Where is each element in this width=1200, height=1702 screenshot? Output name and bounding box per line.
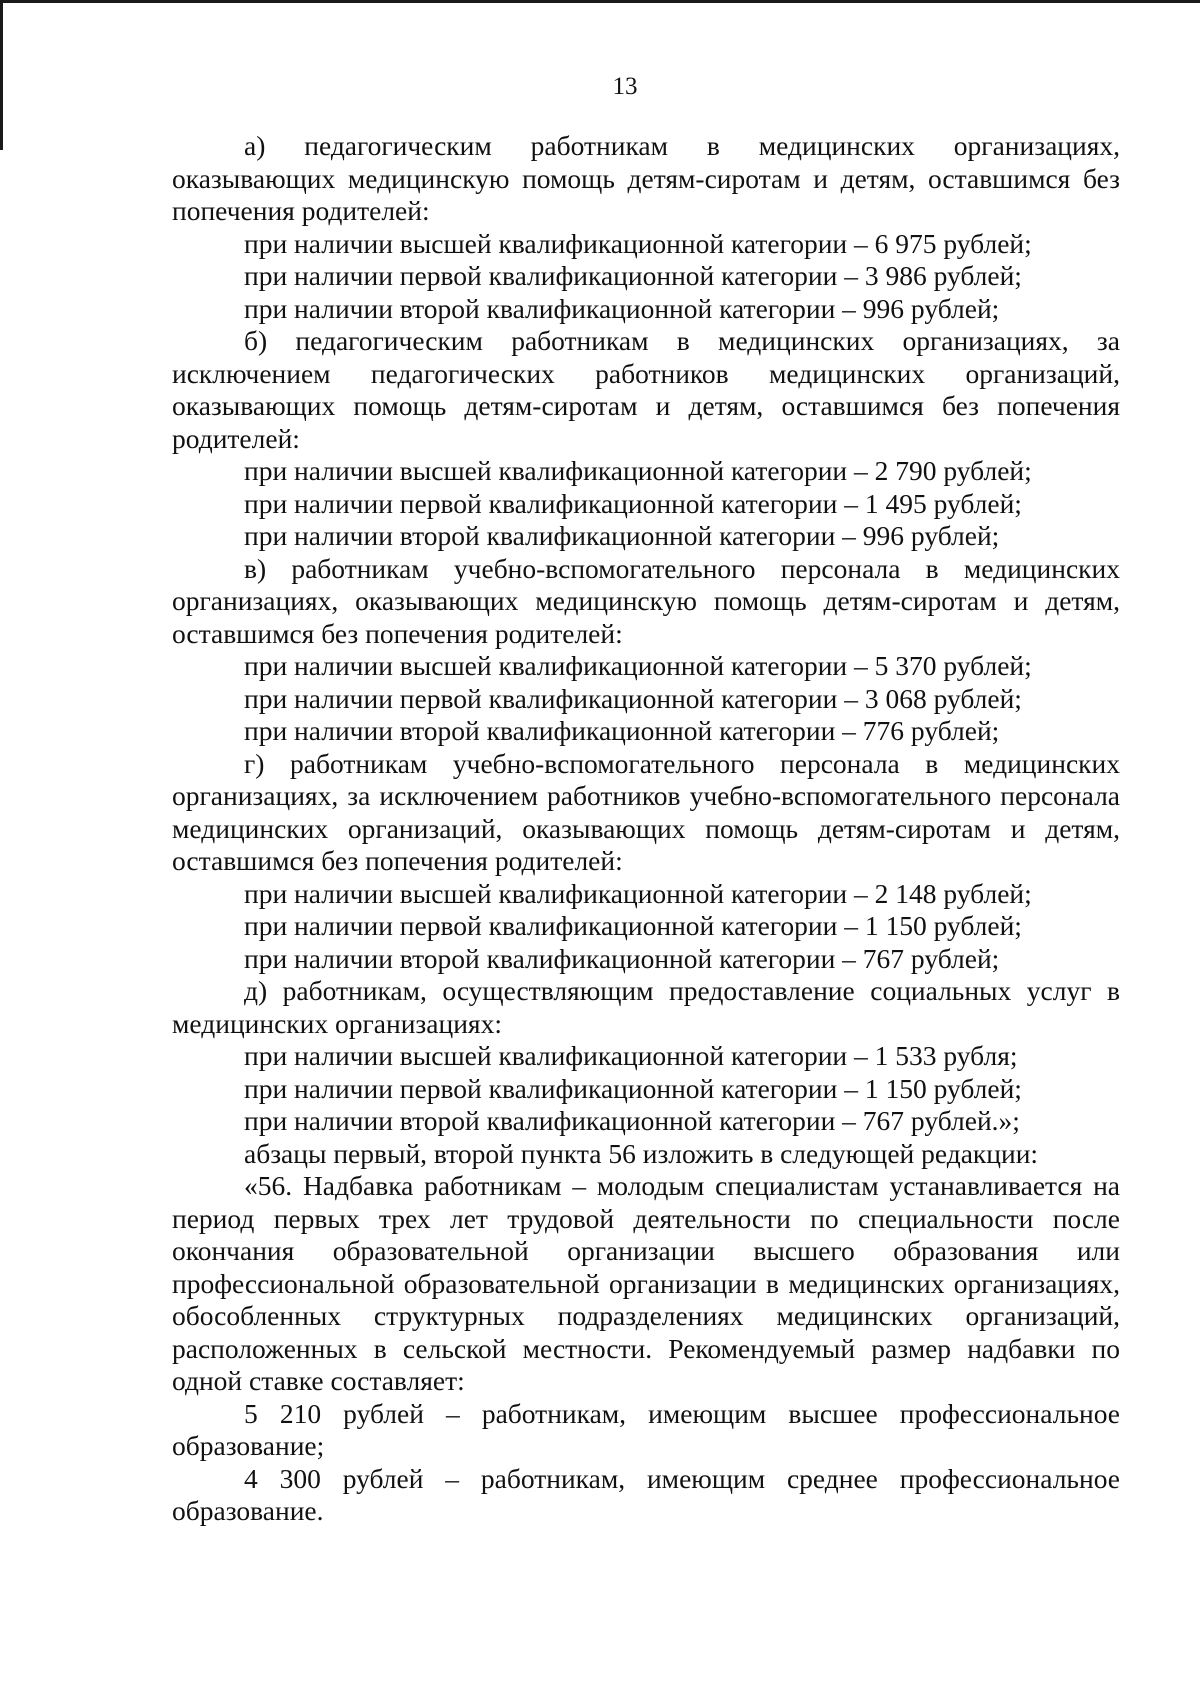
- paragraph-higher-education-rate: 5 210 рублей – работникам, имеющим высшее профессиональное образование;: [172, 1397, 1120, 1461]
- paragraph-secondary-education-rate: 4 300 рублей – работникам, имеющим среднее профессиональное образование.: [172, 1462, 1120, 1526]
- paragraph-b-highest: при наличии высшей квалификационной категории – 2 790 рублей;: [244, 455, 1032, 486]
- paragraph-v-highest: при наличии высшей квалификационной категории – 5 370 рублей;: [244, 650, 1032, 681]
- paragraph-a-highest: при наличии высшей квалификационной категории – 6 975 рублей;: [244, 227, 1032, 259]
- paragraph-item-a: а) педагогическим работникам в медицинских организациях, оказывающих медицинскую помощь детям-сиротам и детям, оставшимся без попечения родителей:: [172, 130, 1120, 226]
- paragraph-d-highest: при наличии высшей квалификационной категории – 1 533 рубля;: [244, 1040, 1018, 1071]
- paragraph-item-g: г) работникам учебно-вспомогательного персонала в медицинских организациях, за исключением работников учебно-вспомогательного персонала медицинских организаций, оказывающих помощь детям-сиротам и детям, оставшимся без попечения родителей:: [172, 747, 1120, 876]
- document-body: [172, 130, 1120, 1528]
- paragraph-item-b: б) педагогическим работникам в медицинских организациях, за исключением педагогических работников медицинских организаций, оказывающих помощь детям-сиротам и детям, оставшимся без попечения родителей:: [172, 325, 1120, 454]
- paragraph-v-second: при наличии второй квалификационной категории – 776 рублей;: [244, 715, 1000, 746]
- paragraph-g-highest: при наличии высшей квалификационной категории – 2 148 рублей;: [244, 877, 1032, 909]
- paragraph-g-first: при наличии первой квалификационной категории – 1 150 рублей;: [244, 910, 1022, 941]
- paragraph-a-first: при наличии первой квалификационной категории – 3 986 рублей;: [244, 260, 1022, 291]
- paragraph-d-first: при наличии первой квалификационной категории – 1 150 рублей;: [244, 1072, 1022, 1104]
- paragraph-clause-56: «56. Надбавка работникам – молодым специалистам устанавливается на период первых трех лет трудовой деятельности по специальности после окончания образовательной организации высшего образования или профессиональной образовательной организации в медицинских организациях, обособленных структурных подразделениях медицинских организаций, расположенных в сельской местности. Рекомендуемый размер надбавки по одной ставке составляет:: [172, 1170, 1120, 1396]
- paragraph-b-first: при наличии первой квалификационной категории – 1 495 рублей;: [244, 487, 1022, 519]
- paragraph-b-second: при наличии второй квалификационной категории – 996 рублей;: [244, 520, 1000, 551]
- paragraph-g-second: при наличии второй квалификационной категории – 767 рублей;: [244, 942, 1000, 974]
- scan-border-top: [0, 0, 1200, 3]
- paragraph-d-second: при наличии второй квалификационной категории – 767 рублей.»;: [244, 1105, 1020, 1136]
- page-number: 13: [612, 73, 638, 100]
- paragraph-a-second: при наличии второй квалификационной категории – 996 рублей;: [244, 292, 1000, 324]
- paragraph-amendment-intro: абзацы первый, второй пункта 56 изложить в следующей редакции:: [244, 1137, 1039, 1169]
- paragraph-v-first: при наличии первой квалификационной категории – 3 068 рублей;: [244, 682, 1022, 714]
- paragraph-item-d: д) работникам, осуществляющим предоставление социальных услуг в медицинских организациях:: [172, 975, 1120, 1039]
- paragraph-item-v: в) работникам учебно-вспомогательного персонала в медицинских организациях, оказывающих медицинскую помощь детям-сиротам и детям, оставшимся без попечения родителей:: [172, 552, 1120, 649]
